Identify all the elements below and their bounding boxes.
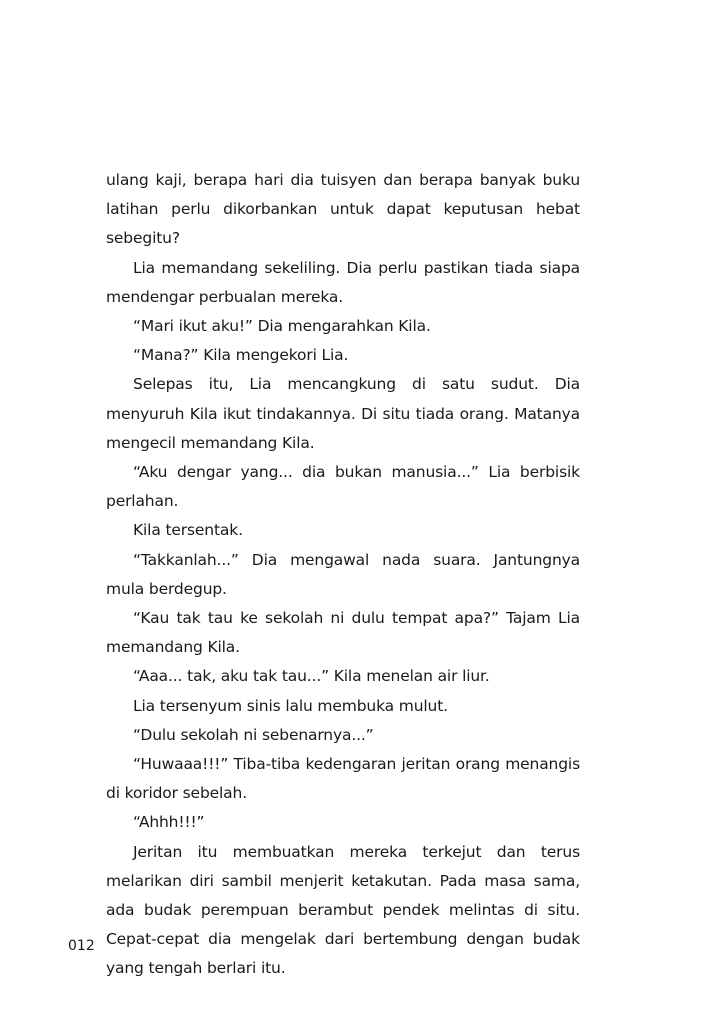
page-number: 012 xyxy=(68,938,95,954)
paragraph: “Ahhh!!!” xyxy=(133,813,205,832)
page-body-text xyxy=(106,166,580,984)
paragraph: “Takkanlah...” Dia mengawal nada suara. Jantungnya mula berdegup. xyxy=(106,550,580,598)
paragraph: “Dulu sekolah ni sebenarnya...” xyxy=(133,725,374,744)
paragraph: “Mana?” Kila mengekori Lia. xyxy=(133,346,349,365)
paragraph: “Aaa... tak, aku tak tau...” Kila menelan air liur. xyxy=(133,667,490,686)
paragraph: ulang kaji, berapa hari dia tuisyen dan berapa banyak buku latihan perlu dikorbankan untuk dapat keputusan hebat sebegitu? xyxy=(106,171,580,248)
paragraph: Lia tersenyum sinis lalu membuka mulut. xyxy=(133,696,448,715)
paragraph: “Aku dengar yang... dia bukan manusia...” Lia berbisik perlahan. xyxy=(106,463,580,511)
paragraph: Lia memandang sekeliling. Dia perlu pastikan tiada siapa mendengar perbualan mereka. xyxy=(106,258,580,306)
paragraph: “Kau tak tau ke sekolah ni dulu tempat apa?” Tajam Lia memandang Kila. xyxy=(106,609,580,657)
paragraph: Kila tersentak. xyxy=(133,521,243,540)
paragraph: “Mari ikut aku!” Dia mengarahkan Kila. xyxy=(133,317,431,336)
paragraph: Selepas itu, Lia mencangkung di satu sudut. Dia menyuruh Kila ikut tindakannya. Di situ tiada orang. Matanya mengecil memandang Kila. xyxy=(106,375,580,452)
paragraph: “Huwaaa!!!” Tiba-tiba kedengaran jeritan orang menangis di koridor sebelah. xyxy=(106,755,580,803)
paragraph: Jeritan itu membuatkan mereka terkejut dan terus melarikan diri sambil menjerit ketakutan. Pada masa sama, ada budak perempuan berambut pendek melintas di situ. Cepat-cepat dia mengelak dari bertembung dengan budak yang tengah berlari itu. xyxy=(106,842,580,978)
